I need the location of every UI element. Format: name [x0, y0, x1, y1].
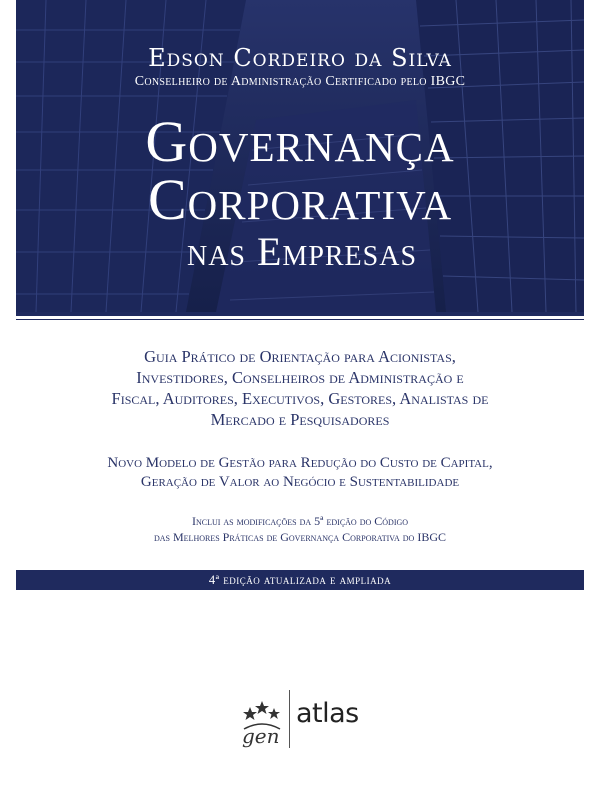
guide-description: [16, 346, 584, 430]
publisher-logos: [240, 688, 370, 752]
guide-line: Investidores, Conselheiros de Administração e: [136, 368, 464, 387]
guide-line: Mercado e Pesquisadores: [210, 410, 390, 429]
gen-logo-text: gen: [242, 724, 280, 748]
logo-divider: [289, 690, 290, 748]
model-description: [16, 454, 584, 492]
divider-thick: [16, 312, 584, 316]
atlas-logo-text: atlas: [296, 698, 359, 729]
author-credential: Conselheiro de Administração Certificado pelo IBGC: [134, 74, 466, 89]
book-title-line-2: Corporativa: [147, 167, 453, 232]
guide-line: Guia Prático de Orientação para Acionistas,: [144, 347, 456, 366]
guide-line: Fiscal, Auditores, Executivos, Gestores, Analistas de: [111, 389, 489, 408]
book-title-line-3: nas Empresas: [186, 229, 418, 274]
model-line: Geração de Valor ao Negócio e Sustentabilidade: [140, 474, 460, 490]
includes-line: Inclui as modificações da 5ª edição do Código: [191, 514, 409, 528]
author-name: Edson Cordeiro da Silva: [148, 44, 452, 72]
includes-note: [16, 513, 584, 545]
book-title-line-1: Governança: [145, 109, 455, 174]
cover-hero-image: [16, 0, 584, 312]
divider-thin: [16, 319, 584, 320]
edition-banner: 4ª edição atualizada e ampliada: [16, 570, 584, 590]
includes-line: das Melhores Práticas de Governança Corporativa do IBGC: [154, 530, 446, 544]
model-line: Novo Modelo de Gestão para Redução do Custo de Capital,: [107, 455, 493, 471]
